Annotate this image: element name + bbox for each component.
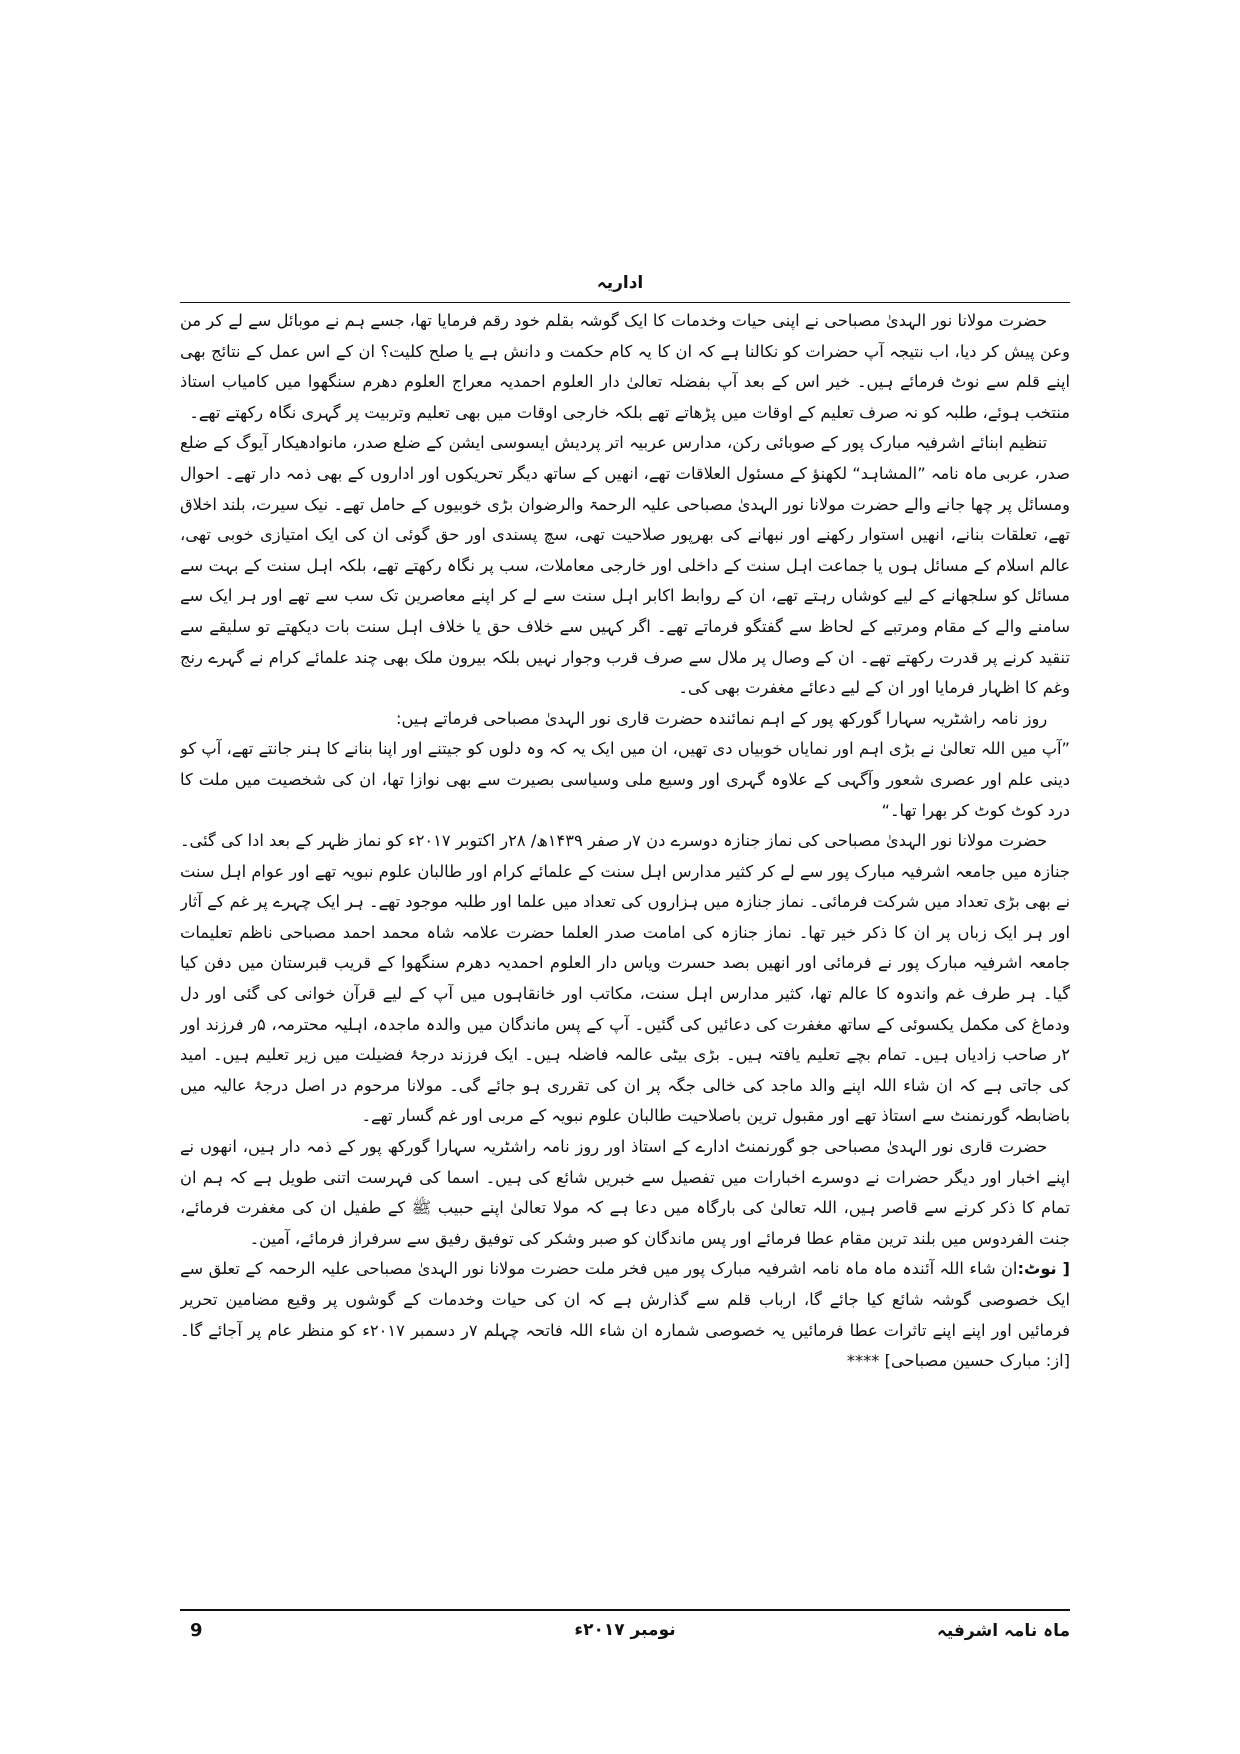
paragraph-1: حضرت مولانا نور الہدیٰ مصباحی نے اپنی حیات وخدمات کا ایک گوشہ بقلم خود رقم فرمایا تھا، جسے ہم نے موبائل سے لے کر من وعن پیش کر دیا، اب نتیجہ آپ حضرات کو نکالنا ہے کہ ان کا یہ کام حکمت و دانش ہے یا صلح کلیت؟ ان کے اس عمل کے نتائج بھی اپنے قلم سے نوٹ فرمائے ہیں۔ خیر اس کے بعد آپ بفضلہ تعالیٰ دار العلوم احمدیہ معراج العلوم دھرم سنگھوا میں کامیاب استاذ منتخب ہوئے، طلبہ کو نہ صرف تعلیم کے اوقات میں پڑھاتے تھے بلکہ خارجی اوقات میں بھی تعلیم وتربیت پر گہری نگاہ رکھتے تھے۔ bbox=[180, 311, 1070, 422]
paragraph-6: حضرت قاری نور الہدیٰ مصباحی جو گورنمنٹ ادارے کے استاذ اور روز نامہ راشٹریہ سہارا گورکھ پور کے ذمہ دار ہیں، انھوں نے اپنے اخبار اور دیگر حضرات نے دوسرے اخبارات میں تفصیل سے خبریں شائع کی ہیں۔ اسما کی فہرست اتنی طویل ہے کہ ہم ان تمام کا ذکر کرنے سے قاصر ہیں، اللہ تعالیٰ کی بارگاہ میں دعا ہے کہ مولا تعالیٰ اپنے حبیب ﷺ کے طفیل ان کی مغفرت فرمائے، جنت الفردوس میں بلند ترین مقام عطا فرمائے اور پس ماندگان کو صبر وشکر کی توفیق رفیق سے سرفراز فرمائے، آمین۔ bbox=[180, 1137, 1070, 1248]
header-divider bbox=[180, 302, 1070, 303]
page-footer bbox=[180, 1620, 1070, 1652]
editor-note bbox=[180, 1254, 1070, 1376]
paragraph-2: تنظیم ابنائے اشرفیہ مبارک پور کے صوبائی رکن، مدارس عربیہ اتر پردیش ایسوسی ایشن کے ضلع صدر، مانوادھیکار آیوگ کے ضلع صدر، عربی ماہ نامہ ”المشاہد“ لکھنؤ کے مسئول العلاقات تھے، انھیں کے ساتھ دیگر تحریکوں اور اداروں کے بھی ذمہ دار تھے۔ احوال ومسائل پر چھا جانے والے حضرت مولانا نور الہدیٰ مصباحی علیہ الرحمۃ والرضوان بڑی خوبیوں کے حامل تھے۔ نیک سیرت، بلند اخلاق تھے، تعلقات بنانے، انھیں استوار رکھنے اور نبھانے کی بھرپور صلاحیت تھی، سچ پسندی اور حق گوئی ان کی ایک امتیازی خوبی تھی، عالم اسلام کے مسائل ہوں یا جماعت اہل سنت کے داخلی اور خارجی معاملات، سب پر نگاہ رکھتے تھے، بلکہ اہل سنت کے بہت سے مسائل کو سلجھانے کے لیے کوشاں رہتے تھے، ان کے روابط اکابر اہل سنت سے لے کر اپنے معاصرین تک سب سے تھے اور ہر ایک سے سامنے والے کے مقام ومرتبے کے لحاظ سے گفتگو فرماتے تھے۔ اگر کہیں سے خلاف حق یا خلاف اہل سنت بات دیکھتے تو سلیقے سے تنقید کرنے پر قدرت رکھتے تھے۔ ان کے وصال پر ملال سے صرف قرب وجوار نہیں بلکہ بیرون ملک بھی چند علمائے کرام نے گہرے رنج وغم کا اظہار فرمایا اور ان کے لیے دعائے مغفرت بھی کی۔ bbox=[180, 433, 1070, 698]
paragraph-3: روز نامہ راشٹریہ سہارا گورکھ پور کے اہم نمائندہ حضرت قاری نور الہدیٰ مصباحی فرماتے ہیں: bbox=[396, 708, 1048, 728]
note-text: ان شاء اللہ آئندہ ماہ ماہ نامہ اشرفیہ مبارک پور میں فخر ملت حضرت مولانا نور الہدیٰ مصباحی علیہ الرحمہ کے تعلق سے ایک خصوصی گوشہ شائع کیا جائے گا، ارباب قلم سے گذارش ہے کہ ان کی حیات وخدمات کے گوشوں پر وقیع مضامین تحریر فرمائیں اور اپنے اپنے تاثرات عطا فرمائیں یہ خصوصی شمارہ ان شاء اللہ فاتحہ چہلم ۷ر دسمبر ۲۰۱۷ء کو منظر عام پر آجائے گا۔ [از: مبارک حسین مصباحی] **** bbox=[180, 1259, 1070, 1371]
page-header-title: اداریہ bbox=[596, 273, 644, 293]
magazine-name: ماہ نامہ اشرفیہ bbox=[936, 1621, 1070, 1641]
paragraph-5: حضرت مولانا نور الہدیٰ مصباحی کی نماز جنازہ دوسرے دن ۷ر صفر ۱۴۳۹ھ/ ۲۸ر اکتوبر ۲۰۱۷ء کو نماز ظہر کے بعد ادا کی گئی۔ جنازہ میں جامعہ اشرفیہ مبارک پور سے لے کر کثیر مدارس اہل سنت کے علمائے کرام اور طالبان علوم نبویہ تھے اور عوام اہل سنت نے بھی بڑی تعداد میں شرکت فرمائی۔ نماز جنازہ میں ہزاروں کی تعداد میں علما اور طلبہ موجود تھے۔ ہر ایک چہرے پر غم کے آثار اور ہر ایک زباں پر ان کا ذکر خیر تھا۔ نماز جنازہ کی امامت صدر العلما حضرت علامہ شاہ محمد احمد مصباحی ناظم تعلیمات جامعہ اشرفیہ مبارک پور نے فرمائی اور انھیں بصد حسرت ویاس دار العلوم احمدیہ دھرم سنگھوا کے قریب قبرستان میں دفن کیا گیا۔ ہر طرف غم واندوہ کا عالم تھا، کثیر مدارس اہل سنت، مکاتب اور خانقاہوں میں آپ کے لیے قرآن خوانی کی گئی اور دل ودماغ کی مکمل یکسوئی کے ساتھ مغفرت کی دعائیں کی گئیں۔ آپ کے پس ماندگان میں والدہ ماجدہ، اہلیہ محترمہ، ۵ر فرزند اور ۲ر صاحب زادیاں ہیں۔ تمام بچے تعلیم یافتہ ہیں۔ بڑی بیٹی عالمہ فاضلہ ہیں۔ ایک فرزند درجۂ فضیلت میں زیر تعلیم ہیں۔ امید کی جاتی ہے کہ ان شاء اللہ اپنے والد ماجد کی خالی جگہ پر ان کی تقرری ہو جائے گی۔ مولانا مرحوم در اصل درجۂ عالیہ میں باضابطہ گورنمنٹ سے استاذ تھے اور مقبول ترین باصلاحیت طالبان علوم نبویہ کے مربی اور غم گسار تھے۔ bbox=[180, 831, 1070, 1126]
page-number: 9 bbox=[190, 1620, 203, 1641]
footer-divider bbox=[180, 1609, 1070, 1611]
quote-paragraph: ”آپ میں اللہ تعالیٰ نے بڑی اہم اور نمایاں خوبیاں دی تھیں، ان میں ایک یہ کہ وہ دلوں کو جیتنے اور اپنا بنانے کا ہنر جانتے تھے، آپ کو دینی علم اور عصری شعور وآگہی کے علاوہ گہری اور وسیع ملی وسیاسی بصیرت سے بھی نوازا تھا، ان کی شخصیت میں ملت کا درد کوٹ کوٹ کر بھرا تھا۔“ bbox=[180, 739, 1070, 820]
issue-date: نومبر ۲۰۱۷ء bbox=[574, 1620, 676, 1640]
note-label: [ نوٹ: bbox=[1017, 1259, 1070, 1279]
article-body bbox=[180, 306, 1070, 1602]
